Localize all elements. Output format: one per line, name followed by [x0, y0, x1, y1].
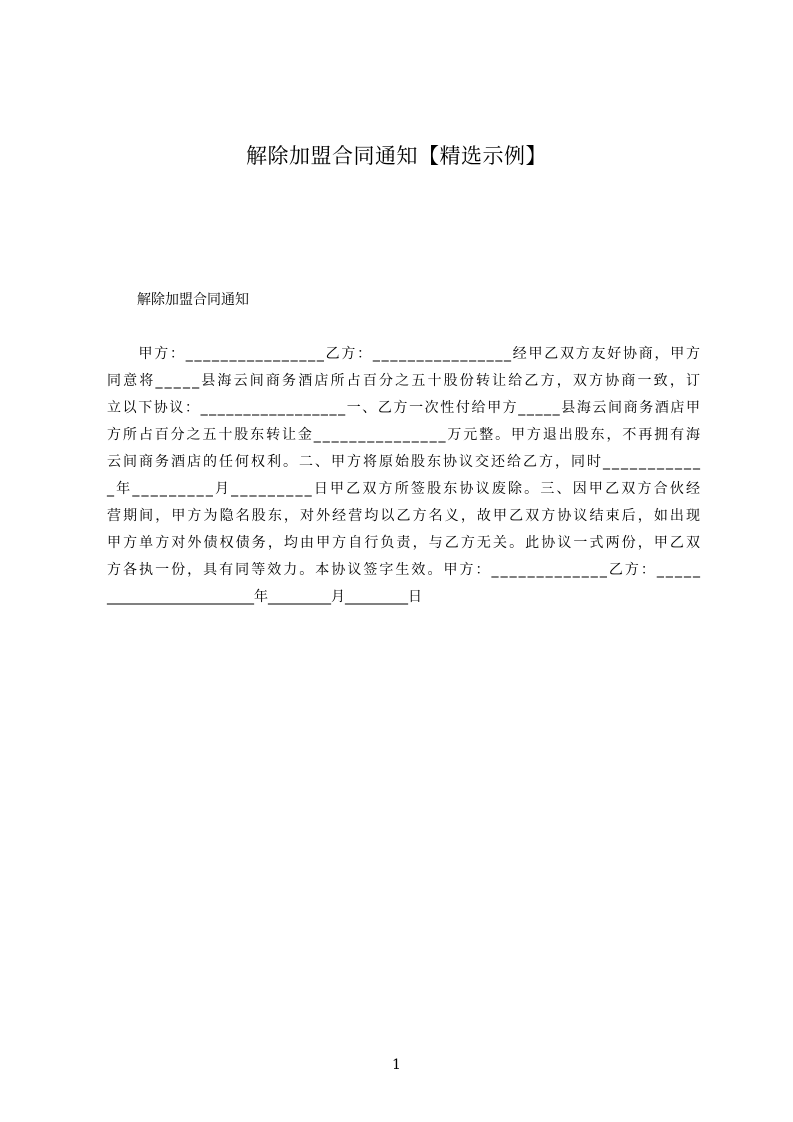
body-line: _年_________月_________日甲乙双方所签股东协议废除。三、因甲乙双方合伙经 — [107, 481, 703, 497]
document-subtitle: 解除加盟合同通知 — [137, 292, 249, 308]
page-number: 1 — [392, 1057, 401, 1073]
body-line: 甲方：________________乙方：________________经甲乙双方友好协商，甲方 — [107, 346, 702, 362]
body-line: 方所占百分之五十股东转让金_______________万元整。甲方退出股东，不再拥有海 — [107, 427, 702, 443]
document-title: 解除加盟合同通知【精选示例】 — [246, 144, 547, 168]
body-line: 方各执一份，具有同等效力。本协议签字生效。甲方：_____________乙方：_____ — [107, 562, 703, 578]
body-line: 同意将_____县海云间商务酒店所占百分之五十股份转让给乙方，双方协商一致，订 — [107, 373, 703, 389]
body-line: 甲方单方对外债权债务，均由甲方自行负责，与乙方无关。此协议一式两份，甲乙双 — [107, 535, 703, 551]
body-line: 云间商务酒店的任何权利。二、甲方将原始股东协议交还给乙方，同时___________ — [107, 454, 702, 470]
body-line: 立以下协议：_________________一、乙方一次性付给甲方_____县海云间商务酒店甲 — [107, 400, 702, 416]
body-line: _____________________年_________月_________日 — [107, 589, 422, 605]
body-line: 营期间，甲方为隐名股东，对外经营均以乙方名义，故甲乙双方协议结束后，如出现 — [107, 508, 703, 524]
